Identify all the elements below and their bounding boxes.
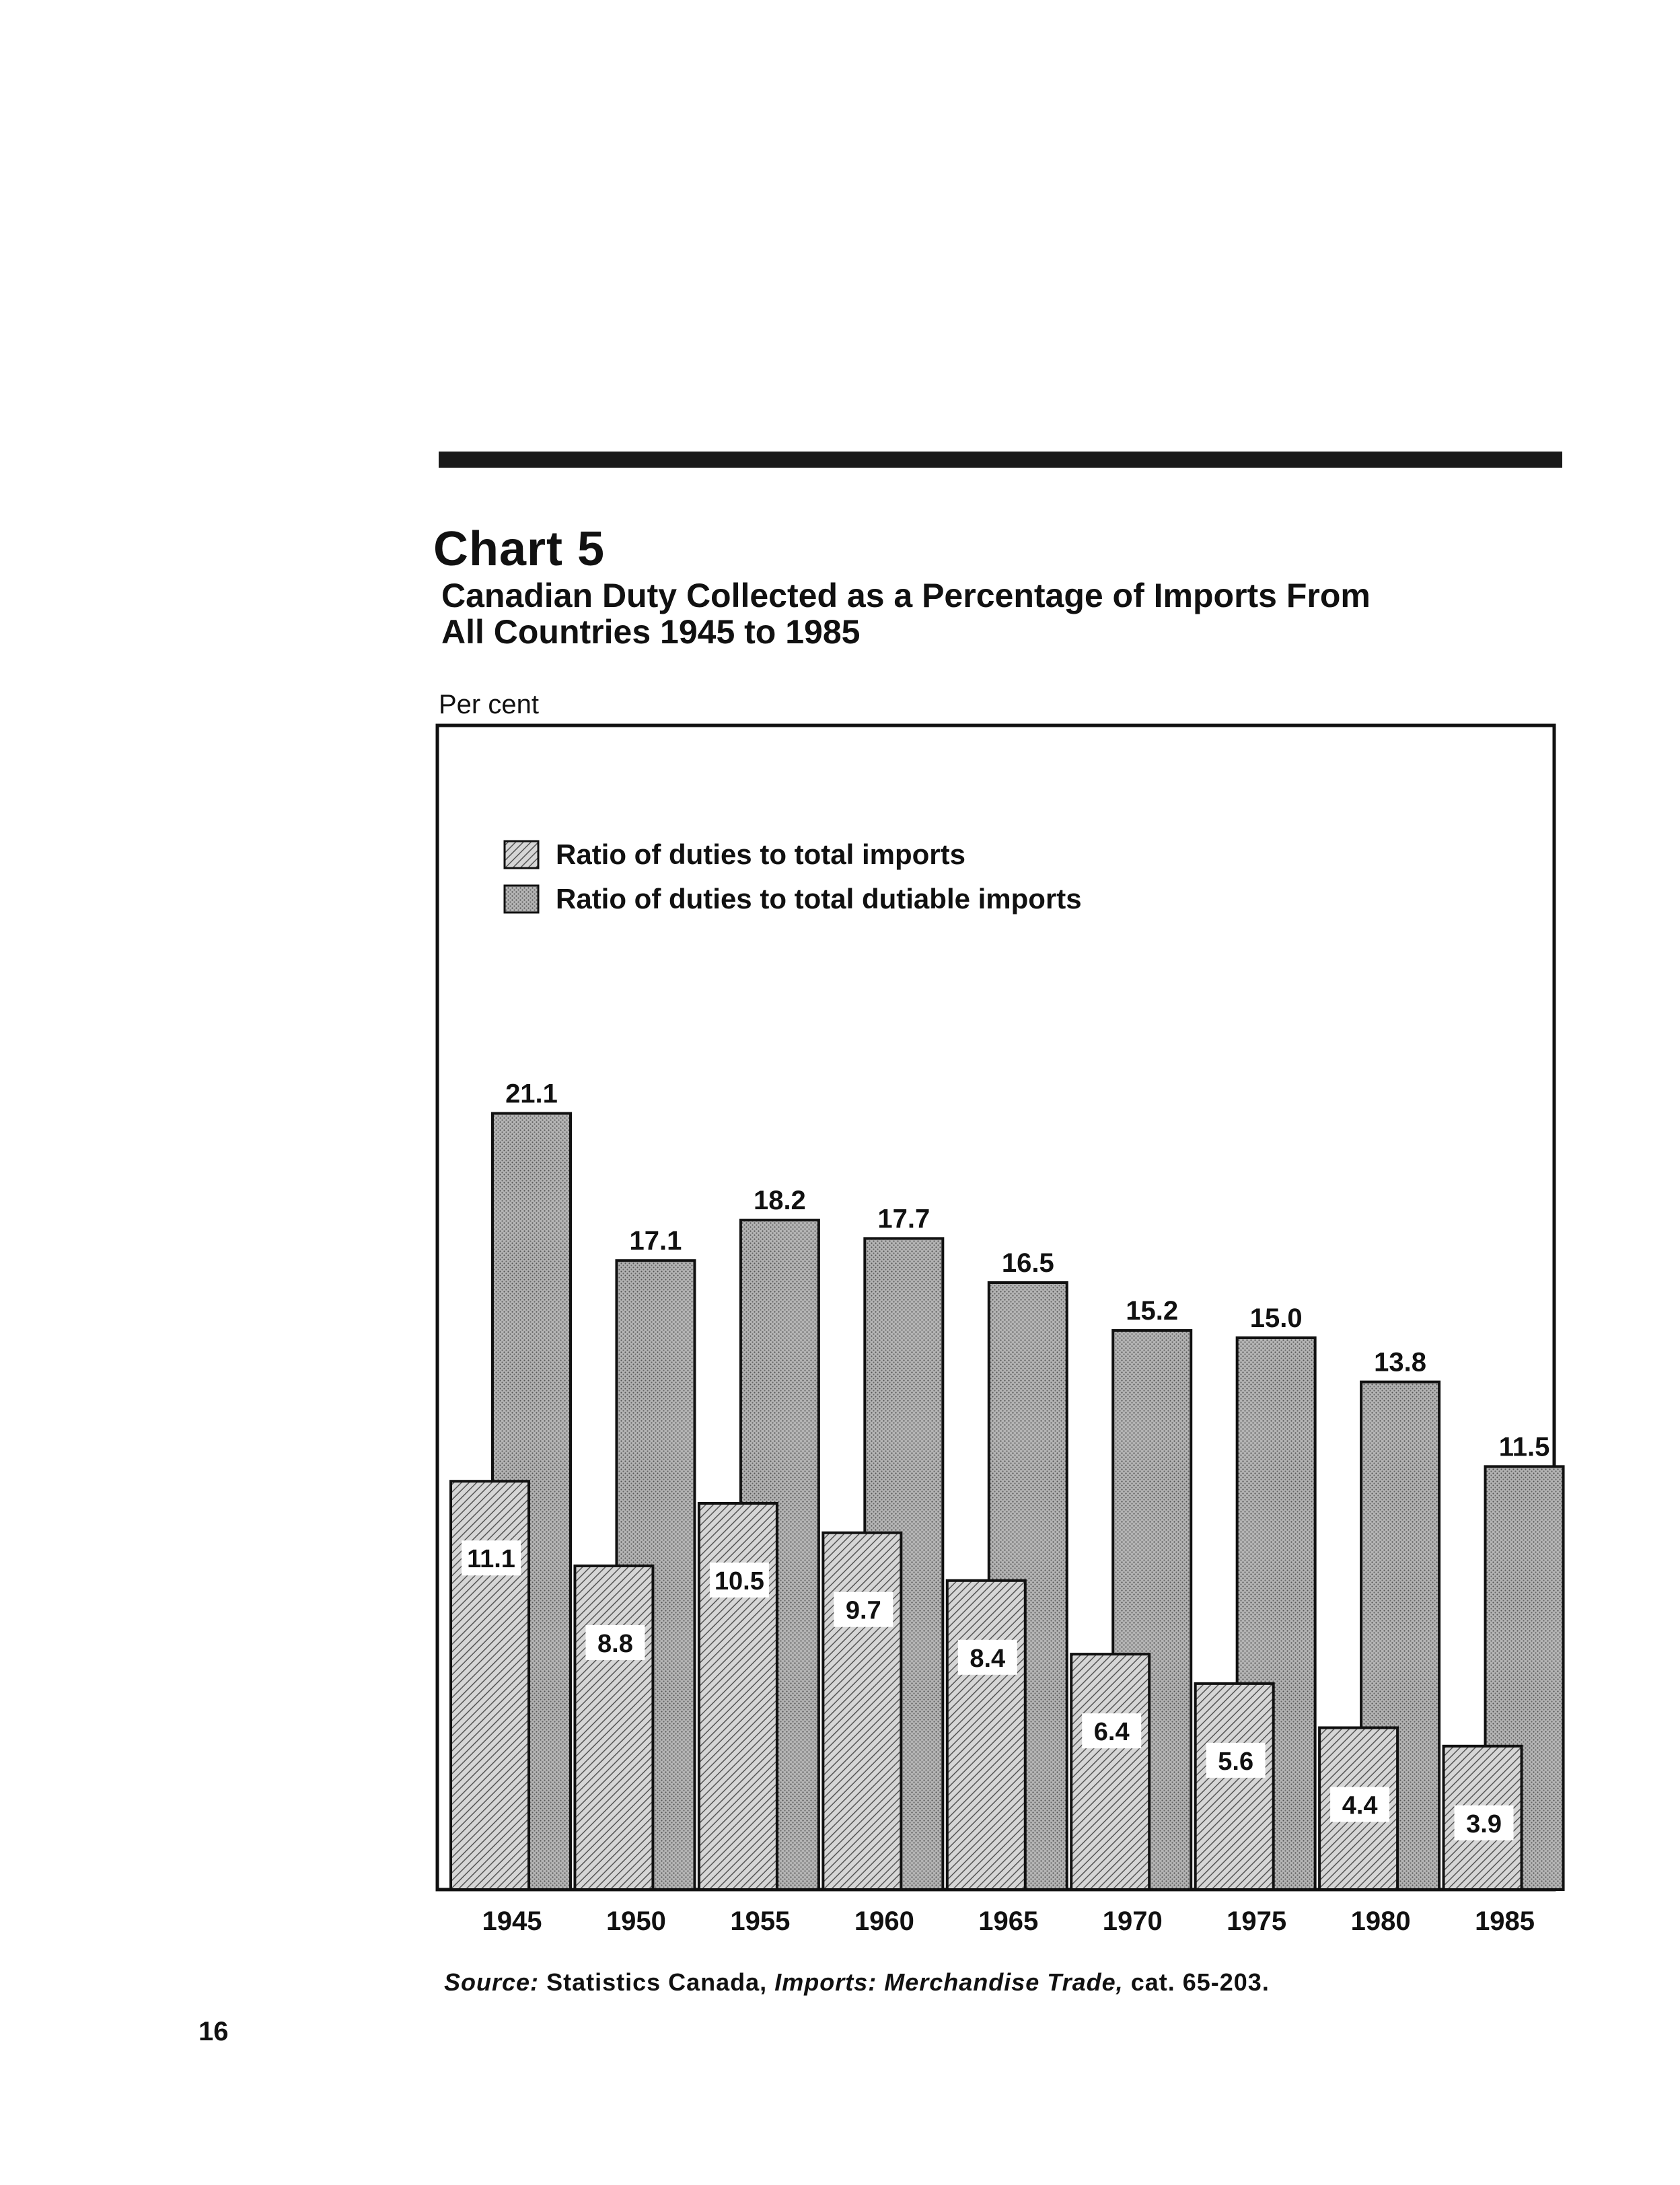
bar-total-1950 (575, 1566, 653, 1890)
x-tick-labels (482, 1906, 1535, 1936)
data-label-total-1970: 6.4 (1093, 1718, 1130, 1747)
legend-label-1: Ratio of duties to total imports (556, 838, 965, 870)
legend-swatch-2 (505, 886, 538, 912)
data-label-total-1985: 3.9 (1466, 1810, 1502, 1838)
data-label-total-1965: 8.4 (970, 1644, 1006, 1673)
data-label-total-1975: 5.6 (1218, 1747, 1254, 1776)
source-catalogue: cat. 65-203. (1130, 1968, 1270, 1996)
data-label-total-1980: 4.4 (1342, 1791, 1378, 1820)
source-agency: Statistics Canada, (546, 1968, 768, 1996)
x-tick-1955: 1955 (730, 1906, 791, 1936)
x-tick-1965: 1965 (978, 1906, 1039, 1936)
chart-title-line-1: Canadian Duty Collected as a Percentage of Imports From (441, 577, 1371, 614)
data-label-dutiable-1980: 13.8 (1374, 1347, 1427, 1377)
legend-swatch-1 (505, 841, 538, 868)
data-label-dutiable-1965: 16.5 (1001, 1248, 1054, 1278)
source-label: Source: (444, 1968, 540, 1996)
bar-total-1960 (823, 1533, 901, 1890)
data-label-dutiable-1985: 11.5 (1498, 1432, 1550, 1462)
data-label-dutiable-1970: 15.2 (1126, 1296, 1179, 1326)
source-note (444, 1968, 1270, 1997)
data-label-total-1950: 8.8 (597, 1629, 633, 1658)
y-axis-label: Per cent (439, 690, 539, 719)
chart-title-line-2: All Countries 1945 to 1985 (441, 613, 861, 651)
data-label-total-1955: 10.5 (714, 1567, 764, 1596)
x-tick-1950: 1950 (606, 1906, 666, 1936)
data-label-dutiable-1950: 17.1 (629, 1226, 682, 1256)
bar-total-1955 (699, 1503, 777, 1890)
x-tick-1970: 1970 (1102, 1906, 1163, 1936)
data-label-total-1945: 11.1 (467, 1545, 515, 1574)
data-label-total-1960: 9.7 (845, 1596, 881, 1625)
bar-total-1975 (1196, 1684, 1274, 1890)
legend (505, 838, 1082, 915)
bar-total-1965 (947, 1581, 1025, 1890)
chart-title (441, 577, 1451, 650)
x-tick-1980: 1980 (1350, 1906, 1411, 1936)
data-label-dutiable-1960: 17.7 (877, 1204, 930, 1234)
data-label-dutiable-1955: 18.2 (753, 1186, 806, 1216)
bar-chart (431, 713, 1568, 1936)
x-tick-1945: 1945 (482, 1906, 542, 1936)
bars-group (451, 1079, 1564, 1890)
legend-label-2: Ratio of duties to total dutiable imports (556, 883, 1082, 915)
header-rule (439, 452, 1562, 468)
data-label-dutiable-1975: 15.0 (1249, 1303, 1303, 1333)
x-tick-1985: 1985 (1475, 1906, 1535, 1936)
x-tick-1975: 1975 (1227, 1906, 1287, 1936)
source-publication: Imports: Merchandise Trade, (774, 1968, 1124, 1996)
x-tick-1960: 1960 (854, 1906, 914, 1936)
bar-total-1970 (1071, 1654, 1149, 1890)
chart-number: Chart 5 (433, 522, 606, 576)
data-label-dutiable-1945: 21.1 (505, 1079, 558, 1109)
page-number: 16 (198, 2017, 229, 2046)
